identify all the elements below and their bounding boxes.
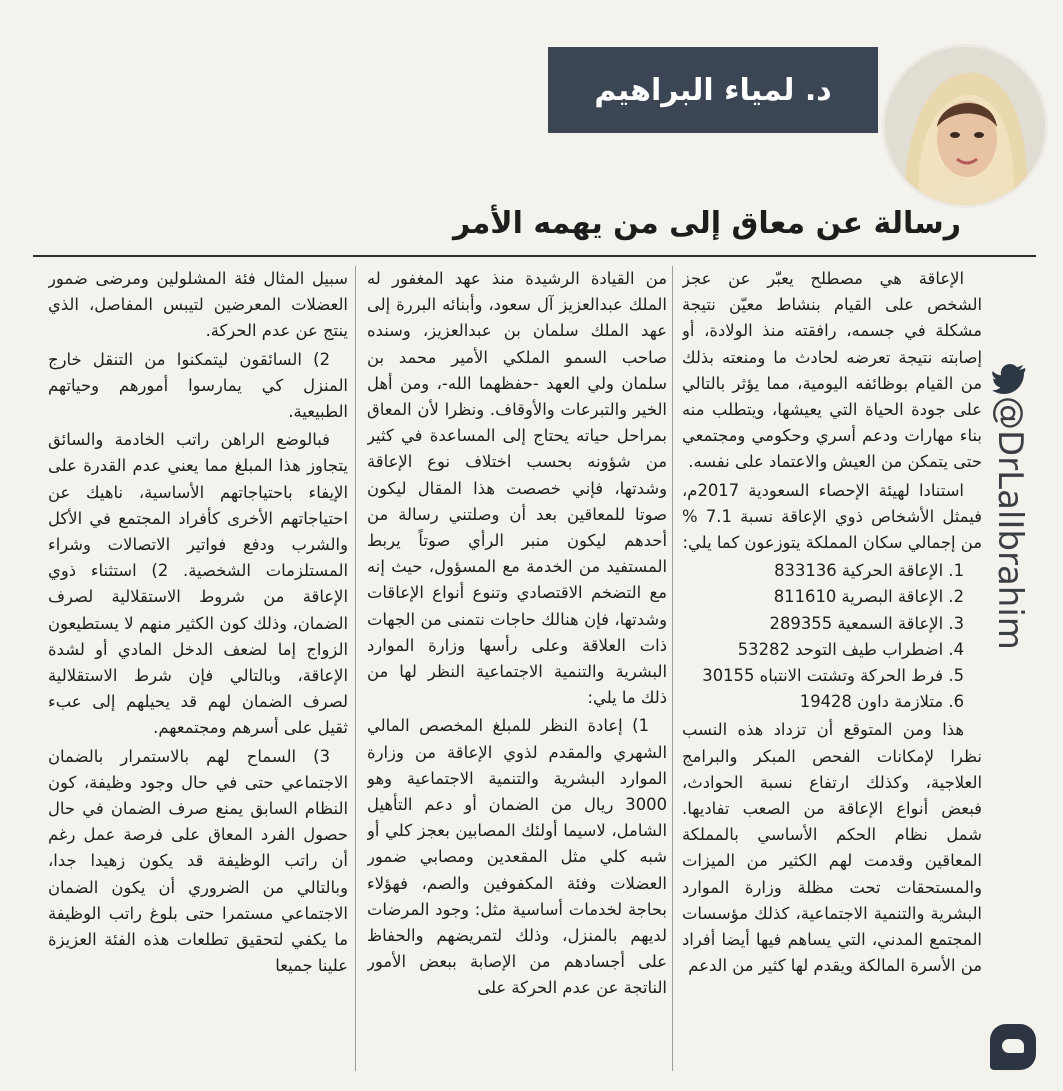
list-item: 4. اضطراب طيف التوحد 53282 bbox=[737, 639, 964, 659]
article-headline: رسالة عن معاق إلى من يهمه الأمر bbox=[453, 206, 961, 241]
list-item: 5. فرط الحركة وتشتت الانتباه 30155 bbox=[702, 666, 964, 686]
paragraph: من القيادة الرشيدة منذ عهد المغفور له الملك عبدالعزيز آل سعود، وأبنائه البررة إلى عهد الملك سلمان بن عبدالعزيز، وسنده صاحب السمو الملكي الأمير محمد بن سلمان ولي العهد -حفظهما الله-، ومن أهل الخير والتبرعات والأوقاف. ونظرا لأن المعاق بمراحل حياته يحتاج إلى المساعدة في كثير من شؤونه بحسب اختلاف نوع الإعاقة وشدتها، فإني خصصت هذا المقال ليكون صوتا للمعاقين بعد أن وصلتني رسالة من أحدهم ليكون منبر الرأي صوتاً يربط المستفيد من الخدمة مع المسؤول، حيث إنه مع التضخم الاقتصادي وتنوع أنواع الإعاقات وشدتها، فإن هنالك حاجات نتمنى من الجهات ذات العلاقة وعلى رأسها وزارة الموارد البشرية والتنمية الاجتماعية النظر لها من ذلك ما يلي: bbox=[367, 269, 667, 708]
author-photo bbox=[882, 44, 1048, 208]
column-divider bbox=[355, 266, 356, 1071]
disability-stats-list bbox=[682, 558, 982, 715]
paragraph: فبالوضع الراهن راتب الخادمة والسائق يتجاوز هذا المبلغ مما يعني عدم القدرة على الإيفاء باحتياجاتهم الأساسية، ناهيك عن احتياجاتهم الأخرى كأفراد المجتمع في الأكل والشرب ودفع فواتير الاتصالات وشراء المستلزمات الشخصية. 2) استثناء ذوي الإعاقة من شروط الاستقلالية لصرف الضمان، وذلك كون الكثير منهم لا يستطيعون الزواج إما لضعف الدخل المادي أو لشدة الإعاقة، وبالتالي فإن شرط الاستقلالية لصرف الضمان لهم قد يحيلهم إلى عبء ثقيل على أسرهم ومجتمعهم. bbox=[48, 430, 348, 738]
author-name-banner bbox=[548, 47, 878, 133]
paragraph: هذا ومن المتوقع أن تزداد هذه النسب نظرا لإمكانات الفحص المبكر والبرامج العلاجية، وكذلك ارتفاع نسبة الحوادث، فبعض أنواع الإعاقة من الصعب تفاديها. شمل نظام الحكم الأساسي بالمملكة المعاقين وقدمت لهم الكثير من الميزات والمستحقات تحت مظلة وزارة الموارد البشرية والتنمية الاجتماعية، كذلك مؤسسات المجتمع المدني، التي يساهم فيها أيضا أفراد من الأسرة المالكة ويقدم لها كثير من الدعم bbox=[682, 720, 982, 976]
list-item: 1. الإعاقة الحركية 833136 bbox=[774, 561, 964, 581]
twitter-handle: @DrLalIbrahim bbox=[990, 396, 1030, 650]
author-portrait-icon bbox=[885, 47, 1045, 205]
paragraph: 2) السائقون ليتمكنوا من التنقل خارج المنزل كي يمارسوا أمورهم وحياتهم الطبيعية. bbox=[48, 349, 348, 422]
article-column-3 bbox=[48, 266, 348, 1076]
paragraph: الإعاقة هي مصطلح يعبّر عن عجز الشخص على القيام بنشاط معيّن نتيجة مشكلة في جسمه، رافقته منذ الولادة، أو إصابته نتيجة تعرضه لحادث ما ومنعته بذلك من القيام بوظائفه اليومية، مما يؤثر بالتالي على جودة الحياة التي يعيشها، ويتطلب منه بناء مهارات ودعم أسري وحكومي ومجتمعي حتى يتمكن من العيش والاعتماد على نفسه. bbox=[682, 269, 982, 472]
article-column-1 bbox=[682, 266, 982, 1076]
list-item: 2. الإعاقة البصرية 811610 bbox=[773, 587, 964, 607]
paragraph: استنادا لهيئة الإحصاء السعودية 2017م، فيمثل الأشخاص ذوي الإعاقة نسبة 7.1 % من إجمالي سكان المملكة يتوزعون كما يلي: bbox=[682, 480, 982, 553]
headline-divider bbox=[33, 255, 1036, 257]
column-divider bbox=[672, 266, 673, 1071]
author-name: د. لمياء البراهيم bbox=[594, 72, 832, 108]
list-item: 6. متلازمة داون 19428 bbox=[799, 692, 964, 712]
newspaper-logo-icon bbox=[990, 1024, 1036, 1070]
paragraph: 3) السماح لهم بالاستمرار بالضمان الاجتماعي حتى في حال وجود وظيفة، كون النظام السابق يمنع صرف الضمان في حال حصول الفرد المعاق على فرصة عمل رغم أن راتب الوظيفة قد يكون زهيدا جدا، وبالتالي من الضروري أن يكون الضمان الاجتماعي مستمرا حتى بلوغ راتب الوظيفة ما يكفي لتحقيق تطلعات هذه الفئة العزيزة علينا جميعا bbox=[48, 746, 348, 976]
twitter-bird-icon bbox=[992, 364, 1026, 394]
paragraph: سبيل المثال فئة المشلولين ومرضى ضمور العضلات المعرضين لتيبس المفاصل، الذي ينتج عن عدم الحركة. bbox=[48, 269, 348, 341]
article-column-2 bbox=[367, 266, 667, 1076]
paragraph: 1) إعادة النظر للمبلغ المخصص المالي الشهري والمقدم لذوي الإعاقة من وزارة الموارد البشرية والتنمية الاجتماعية وهو 3000 ريال من الضمان أو دعم التأهيل الشامل، لاسيما أولئك المصابين بعجز كلي أو شبه كلي مثل المقعدين ومصابي ضمور العضلات وفئة المكفوفين والصم، فهؤلاء بحاجة لخدمات أساسية مثل: وجود المرضات لديهم بالمنزل، وذلك لتمريضهم والحفاظ على أجسادهم من الإصابة ببعض الأمور الناتجة عن عدم الحركة على bbox=[367, 716, 667, 998]
list-item: 3. الإعاقة السمعية 289355 bbox=[769, 613, 964, 633]
